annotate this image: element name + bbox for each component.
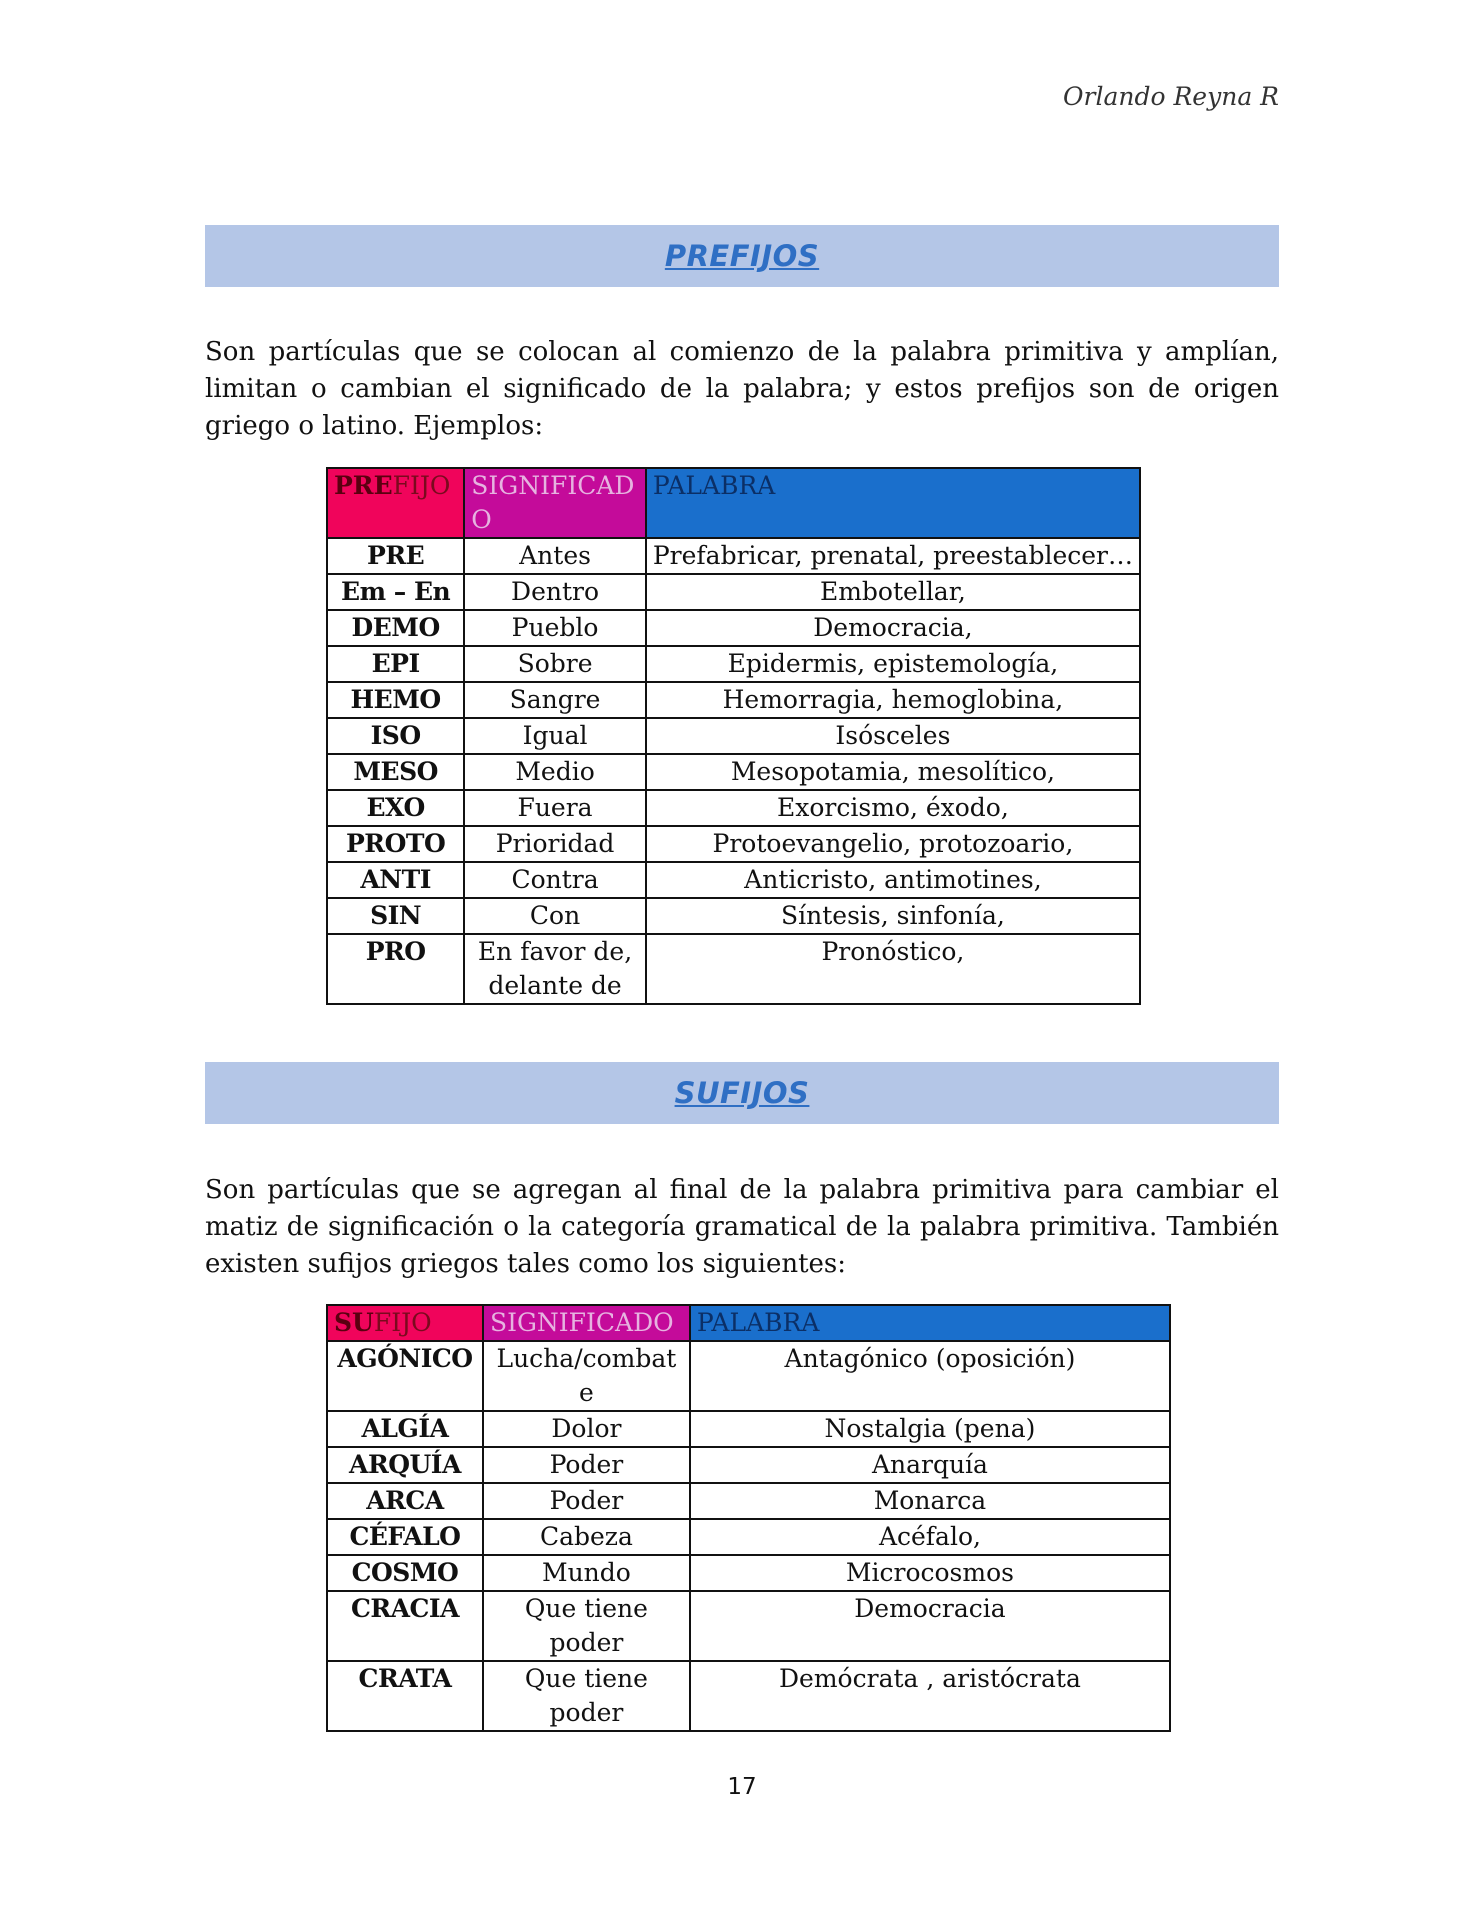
table-row bbox=[327, 1411, 1170, 1447]
header-significado: SIGNIFICADO bbox=[464, 468, 646, 538]
words-cell: Microcosmos bbox=[690, 1555, 1170, 1591]
affix-cell: ARQUÍA bbox=[327, 1447, 483, 1483]
meaning-cell: Que tiene poder bbox=[483, 1661, 690, 1731]
prefijos-intro: Son partículas que se colocan al comienzo de la palabra primitiva y amplían, limitan o cambian el significado de la palabra; y estos prefijos son de origen griego o latino. Ejemplos: bbox=[205, 337, 1279, 441]
meaning-cell: Prioridad bbox=[464, 826, 646, 862]
meaning-cell: Dentro bbox=[464, 574, 646, 610]
sufijos-table bbox=[326, 1304, 1171, 1732]
header-bold-part: PRE bbox=[334, 471, 393, 500]
meaning-cell: En favor de, delante de bbox=[464, 934, 646, 1004]
affix-cell: ANTI bbox=[327, 862, 464, 898]
header-significado: SIGNIFICADO bbox=[483, 1305, 690, 1341]
affix-cell: COSMO bbox=[327, 1555, 483, 1591]
affix-cell: SIN bbox=[327, 898, 464, 934]
words-cell: Anticristo, antimotines, bbox=[646, 862, 1140, 898]
affix-cell: MESO bbox=[327, 754, 464, 790]
table-row bbox=[327, 1519, 1170, 1555]
words-cell: Prefabricar, prenatal, preestablecer… bbox=[646, 538, 1140, 574]
affix-cell: CÉFALO bbox=[327, 1519, 483, 1555]
meaning-cell: Con bbox=[464, 898, 646, 934]
affix-cell: EXO bbox=[327, 790, 464, 826]
prefijos-table bbox=[326, 467, 1141, 1005]
meaning-cell: Poder bbox=[483, 1447, 690, 1483]
table-row bbox=[327, 1483, 1170, 1519]
words-cell: Síntesis, sinfonía, bbox=[646, 898, 1140, 934]
words-cell: Antagónico (oposición) bbox=[690, 1341, 1170, 1411]
words-cell: Hemorragia, hemoglobina, bbox=[646, 682, 1140, 718]
meaning-cell: Poder bbox=[483, 1483, 690, 1519]
meaning-cell: Fuera bbox=[464, 790, 646, 826]
table-row bbox=[327, 934, 1140, 1004]
words-cell: Acéfalo, bbox=[690, 1519, 1170, 1555]
meaning-cell: Pueblo bbox=[464, 610, 646, 646]
words-cell: Anarquía bbox=[690, 1447, 1170, 1483]
header-rest-part: FIJO bbox=[373, 1308, 432, 1337]
meaning-cell: Dolor bbox=[483, 1411, 690, 1447]
table-row bbox=[327, 790, 1140, 826]
page-number: 17 bbox=[727, 1774, 757, 1800]
meaning-cell: Antes bbox=[464, 538, 646, 574]
words-cell: Protoevangelio, protozoario, bbox=[646, 826, 1140, 862]
table-row bbox=[327, 682, 1140, 718]
meaning-cell: Mundo bbox=[483, 1555, 690, 1591]
table-row bbox=[327, 826, 1140, 862]
prefijos-title: PREFIJOS bbox=[664, 239, 820, 273]
header-prefijo bbox=[327, 468, 464, 538]
header-sufijo bbox=[327, 1305, 483, 1341]
meaning-cell: Medio bbox=[464, 754, 646, 790]
table-header-row bbox=[327, 468, 1140, 538]
table-row bbox=[327, 862, 1140, 898]
author-signature: Orlando Reyna R bbox=[1063, 82, 1279, 111]
table-row bbox=[327, 1591, 1170, 1661]
sufijos-title: SUFIJOS bbox=[674, 1076, 810, 1110]
affix-cell: PRE bbox=[327, 538, 464, 574]
affix-cell: PROTO bbox=[327, 826, 464, 862]
words-cell: Democracia, bbox=[646, 610, 1140, 646]
table-row bbox=[327, 574, 1140, 610]
words-cell: Monarca bbox=[690, 1483, 1170, 1519]
affix-cell: HEMO bbox=[327, 682, 464, 718]
table-row bbox=[327, 718, 1140, 754]
affix-cell: Em – En bbox=[327, 574, 464, 610]
meaning-cell: Cabeza bbox=[483, 1519, 690, 1555]
affix-cell: PRO bbox=[327, 934, 464, 1004]
words-cell: Nostalgia (pena) bbox=[690, 1411, 1170, 1447]
header-palabra: PALABRA bbox=[646, 468, 1140, 538]
header-palabra: PALABRA bbox=[690, 1305, 1170, 1341]
affix-cell: AGÓNICO bbox=[327, 1341, 483, 1411]
affix-cell: ALGÍA bbox=[327, 1411, 483, 1447]
table-row bbox=[327, 1341, 1170, 1411]
table-row bbox=[327, 646, 1140, 682]
words-cell: Demócrata , aristócrata bbox=[690, 1661, 1170, 1731]
table-row bbox=[327, 1447, 1170, 1483]
table-row bbox=[327, 1661, 1170, 1731]
affix-cell: EPI bbox=[327, 646, 464, 682]
prefijos-banner bbox=[205, 225, 1279, 287]
table-header-row bbox=[327, 1305, 1170, 1341]
affix-cell: ISO bbox=[327, 718, 464, 754]
header-bold-part: SU bbox=[334, 1308, 374, 1337]
sufijos-intro: Son partículas que se agregan al final de la palabra primitiva para cambiar el matiz de significación o la categoría gramatical de la palabra primitiva. También existen sufijos griegos tales como los siguientes: bbox=[205, 1175, 1279, 1279]
words-cell: Embotellar, bbox=[646, 574, 1140, 610]
sufijos-banner bbox=[205, 1062, 1279, 1124]
table-row bbox=[327, 1555, 1170, 1591]
meaning-cell: Lucha/combate bbox=[483, 1341, 690, 1411]
meaning-cell: Sobre bbox=[464, 646, 646, 682]
meaning-cell: Sangre bbox=[464, 682, 646, 718]
meaning-cell: Que tiene poder bbox=[483, 1591, 690, 1661]
header-rest-part: FIJO bbox=[392, 471, 451, 500]
affix-cell: CRACIA bbox=[327, 1591, 483, 1661]
meaning-cell: Igual bbox=[464, 718, 646, 754]
affix-cell: CRATA bbox=[327, 1661, 483, 1731]
affix-cell: ARCA bbox=[327, 1483, 483, 1519]
words-cell: Pronóstico, bbox=[646, 934, 1140, 1004]
affix-cell: DEMO bbox=[327, 610, 464, 646]
words-cell: Epidermis, epistemología, bbox=[646, 646, 1140, 682]
words-cell: Democracia bbox=[690, 1591, 1170, 1661]
words-cell: Exorcismo, éxodo, bbox=[646, 790, 1140, 826]
words-cell: Isósceles bbox=[646, 718, 1140, 754]
table-row bbox=[327, 610, 1140, 646]
meaning-cell: Contra bbox=[464, 862, 646, 898]
words-cell: Mesopotamia, mesolítico, bbox=[646, 754, 1140, 790]
table-row bbox=[327, 898, 1140, 934]
table-row bbox=[327, 754, 1140, 790]
table-row bbox=[327, 538, 1140, 574]
